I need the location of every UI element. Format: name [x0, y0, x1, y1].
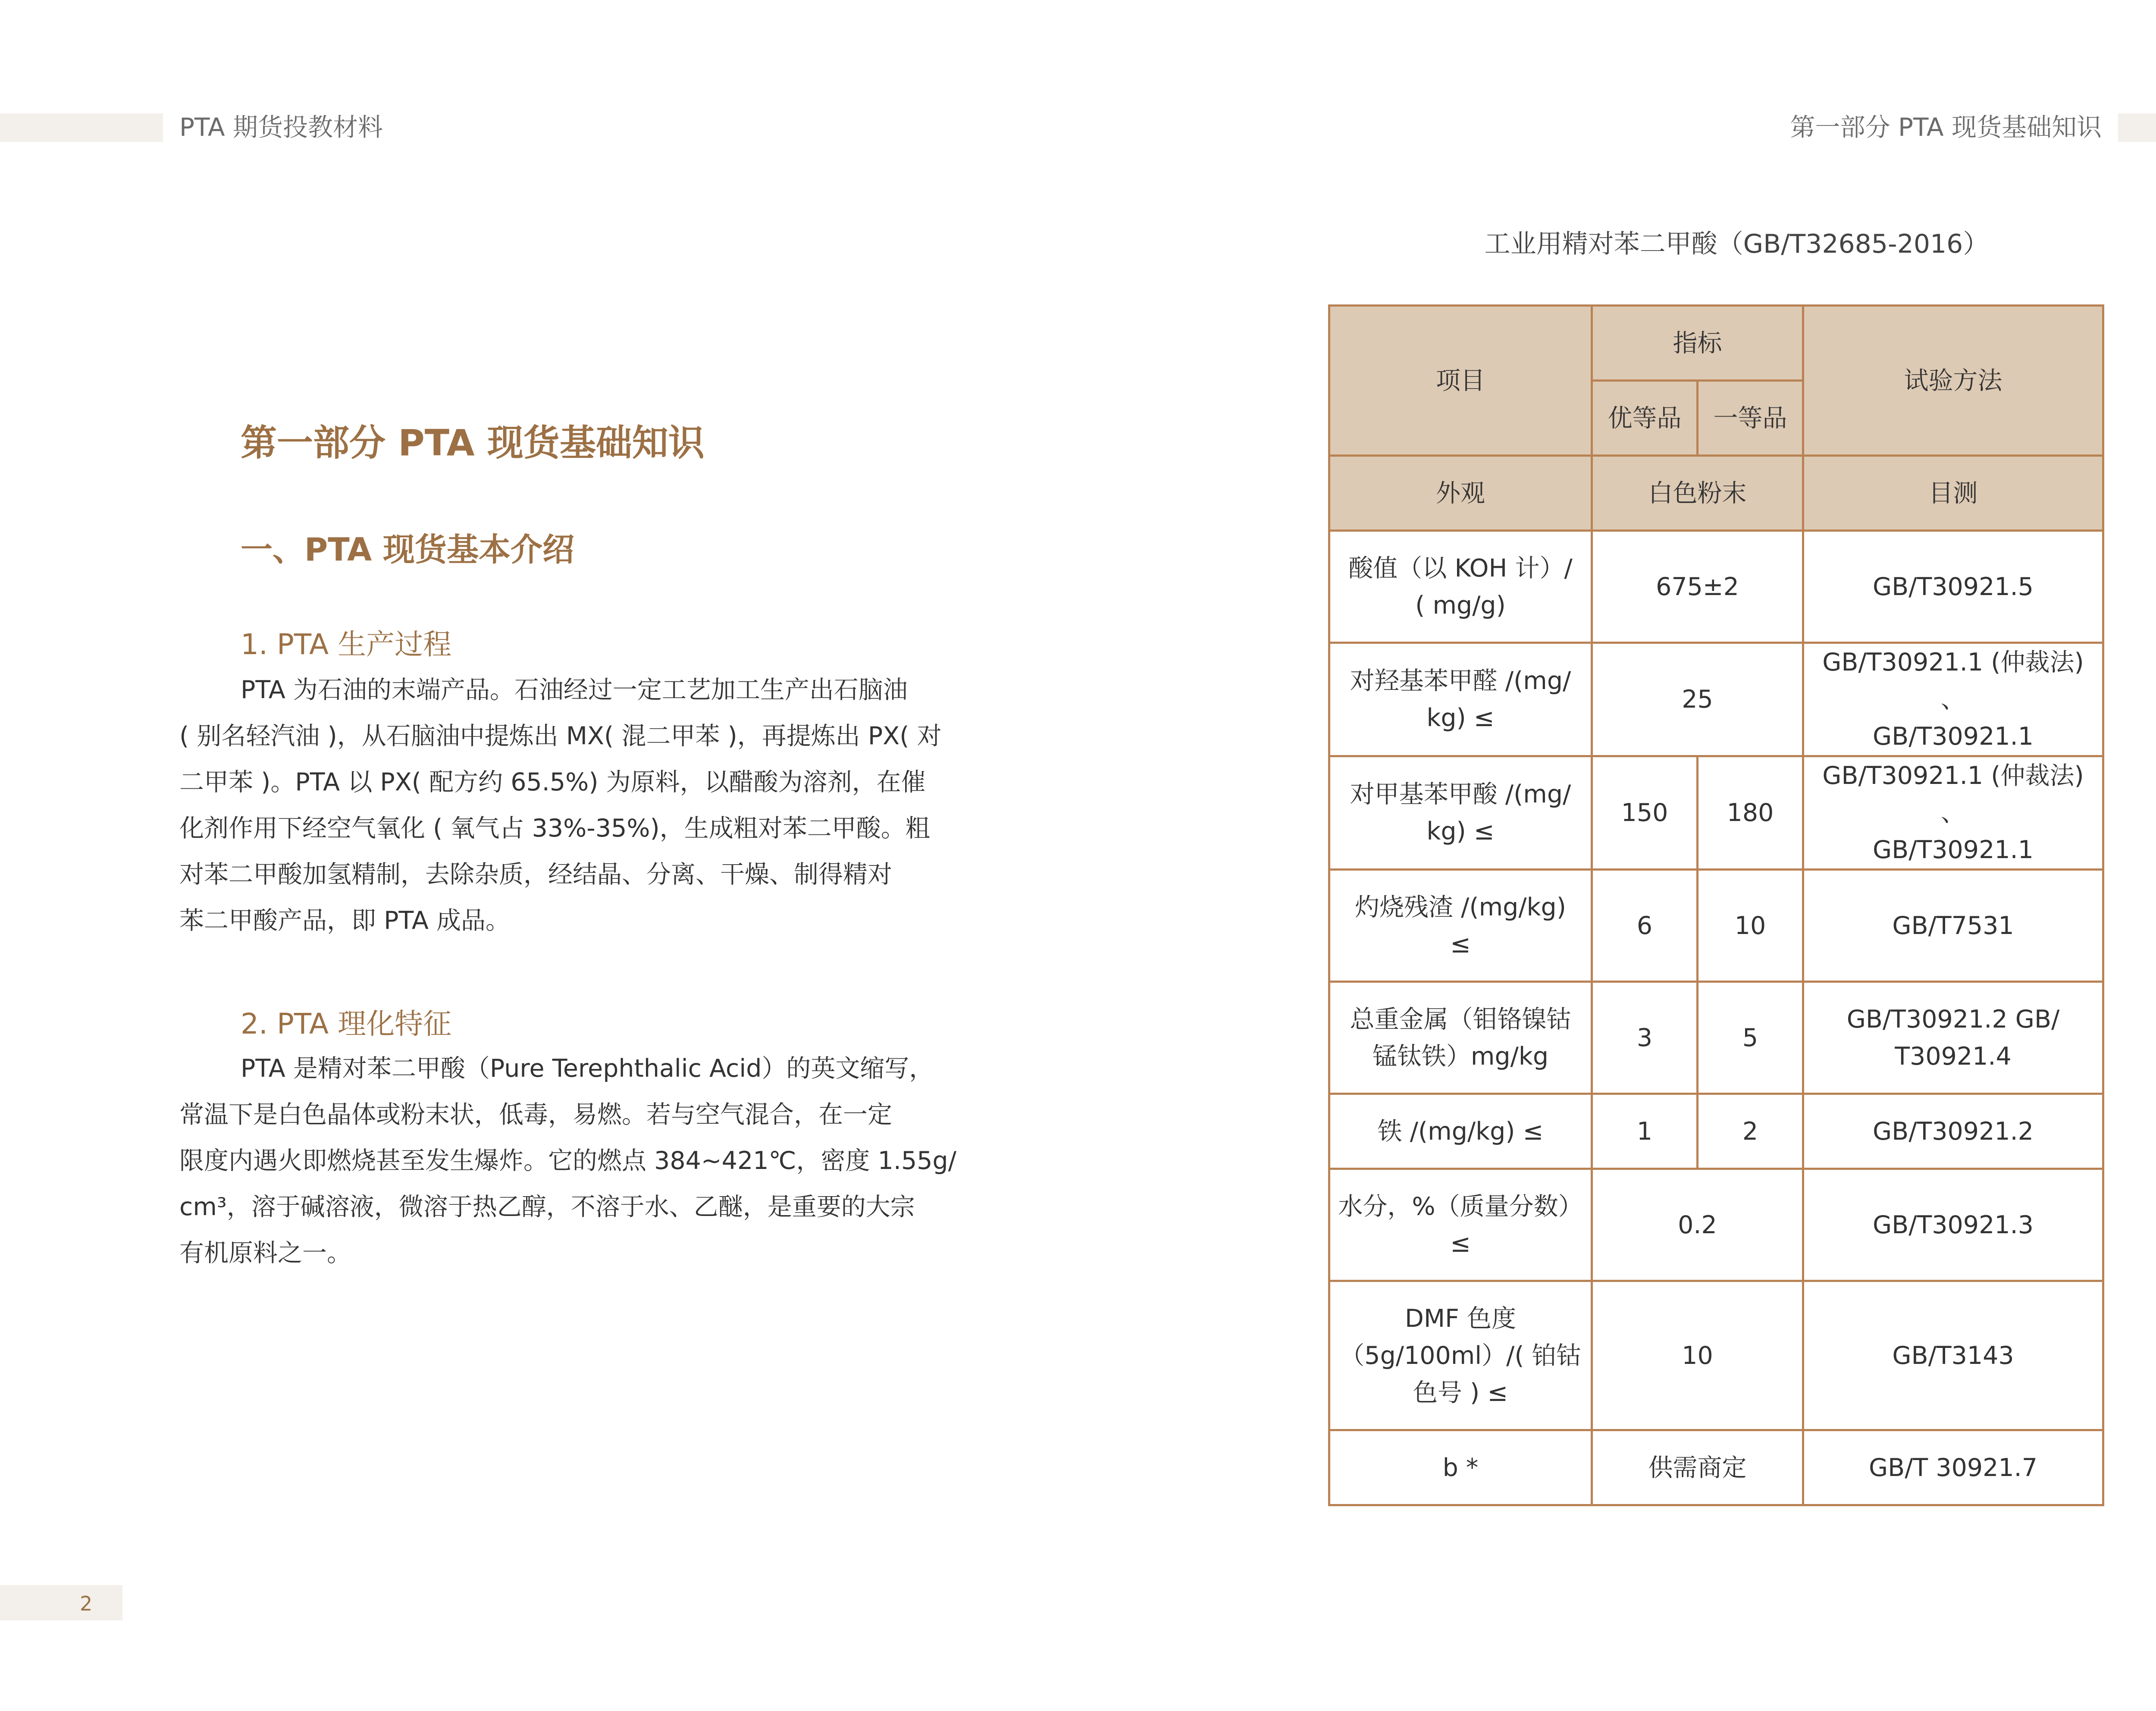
- cell-item-line: ( mg/g): [1415, 591, 1506, 620]
- paragraph-line: PTA 是精对苯二甲酸（Pure Terephthalic Acid）的英文缩写，: [241, 1054, 934, 1083]
- header-grade-first: 一等品: [1698, 381, 1803, 456]
- cell-value-merged: [1592, 1169, 1803, 1281]
- paragraph-line: 化剂作用下经空气氧化 ( 氧气占 33%-35%)，生成粗对苯二甲酸。粗: [179, 814, 930, 843]
- cell-value-superior-line: 150: [1621, 799, 1668, 827]
- cell-value-merged-line: 25: [1682, 685, 1713, 714]
- cell-method-line: GB/T30921.1 (仲裁法) 、: [1822, 648, 2084, 714]
- cell-value-merged-line: 0.2: [1678, 1210, 1717, 1239]
- cell-item-line: 铁 /(mg/kg) ≤: [1377, 1117, 1544, 1146]
- cell-item: [1329, 1094, 1592, 1169]
- cell-value-superior: [1592, 1094, 1698, 1169]
- cell-item-line: 灼烧残渣 /(mg/kg): [1355, 893, 1566, 921]
- section-title: 一、PTA 现货基本介绍: [241, 531, 574, 568]
- cell-method-line: GB/T7531: [1892, 911, 2014, 940]
- header-band-right: [2118, 113, 2156, 142]
- header-grade-superior: 优等品: [1592, 381, 1698, 456]
- cell-method-line: T30921.4: [1895, 1042, 2012, 1071]
- table-row: [1329, 870, 2103, 982]
- table-row: [1329, 1430, 2103, 1505]
- paragraph-line: PTA 为石油的末端产品。石油经过一定工艺加工生产出石脑油: [241, 676, 908, 704]
- cell-method: [1803, 1430, 2103, 1505]
- cell-value-first-line: 2: [1742, 1117, 1758, 1146]
- cell-value-merged: [1592, 1430, 1803, 1505]
- cell-item-line: 对羟基苯甲醛 /(mg/: [1350, 667, 1571, 695]
- appearance-item: 外观: [1329, 456, 1592, 531]
- spec-table: [1328, 304, 2104, 1506]
- cell-item-line: 酸值（以 KOH 计）/: [1348, 554, 1573, 583]
- cell-value-merged: [1592, 531, 1803, 643]
- cell-item-line: ≤: [1450, 1229, 1471, 1258]
- cell-value-first: [1698, 756, 1803, 870]
- paragraph-line: ( 别名轻汽油 )，从石脑油中提炼出 MX( 混二甲苯 )，再提炼出 PX( 对: [179, 722, 942, 750]
- cell-item: [1329, 756, 1592, 870]
- cell-method-line: GB/T30921.3: [1872, 1210, 2034, 1239]
- cell-value-first-line: 10: [1734, 911, 1766, 940]
- cell-value-first-line: 5: [1742, 1023, 1758, 1052]
- cell-method: [1803, 982, 2103, 1094]
- paragraph-line: 有机原料之一。: [179, 1239, 351, 1267]
- cell-item: [1329, 982, 1592, 1094]
- footer-band-left: [0, 1585, 122, 1620]
- cell-method-line: GB/T3143: [1892, 1341, 2014, 1370]
- cell-value-merged: [1592, 643, 1803, 756]
- cell-value-merged: [1592, 1281, 1803, 1430]
- table-row: [1329, 1169, 2103, 1281]
- header-band-left: [0, 113, 163, 142]
- paragraph-line: 常温下是白色晶体或粉末状，低毒，易燃。若与空气混合，在一定: [179, 1100, 892, 1129]
- cell-method: [1803, 531, 2103, 643]
- paragraph-properties: [179, 1046, 956, 1276]
- appearance-value: 白色粉末: [1592, 456, 1803, 531]
- cell-item-line: kg) ≤: [1426, 704, 1495, 732]
- paragraph-production: [179, 667, 956, 944]
- cell-value-merged-line: 675±2: [1656, 572, 1739, 601]
- cell-item-line: ≤: [1450, 930, 1471, 959]
- header-item: 项目: [1329, 306, 1592, 456]
- header-indicator: 指标: [1592, 306, 1803, 381]
- cell-item-line: kg) ≤: [1426, 817, 1495, 846]
- header-right-title: 第一部分 PTA 现货基础知识: [1790, 113, 2102, 142]
- cell-value-superior: [1592, 756, 1698, 870]
- cell-value-superior: [1592, 870, 1698, 982]
- cell-value-first-line: 180: [1727, 799, 1774, 827]
- cell-method: [1803, 643, 2103, 756]
- cell-item: [1329, 870, 1592, 982]
- table-row: [1329, 643, 2103, 756]
- cell-item: [1329, 643, 1592, 756]
- paragraph-line: 二甲苯 )。PTA 以 PX( 配方约 65.5%) 为原料，以醋酸为溶剂，在催: [179, 768, 926, 796]
- cell-method-line: GB/T30921.1: [1872, 722, 2034, 751]
- appearance-method: 目测: [1803, 456, 2103, 531]
- cell-item-line: （5g/100ml）/( 铂钴: [1340, 1341, 1581, 1370]
- paragraph-line: 苯二甲酸产品，即 PTA 成品。: [179, 906, 510, 935]
- part-title: 第一部分 PTA 现货基础知识: [241, 422, 705, 464]
- table-row: [1329, 531, 2103, 643]
- table-row: [1329, 1094, 2103, 1169]
- paragraph-line: 限度内遇火即燃烧甚至发生爆炸。它的燃点 384~421℃，密度 1.55g/: [179, 1147, 956, 1175]
- cell-method: [1803, 1169, 2103, 1281]
- cell-method: [1803, 1281, 2103, 1430]
- cell-method-line: GB/T30921.2: [1872, 1117, 2034, 1146]
- cell-method-line: GB/T30921.2 GB/: [1846, 1005, 2060, 1034]
- cell-item-line: 锰钛铁）mg/kg: [1372, 1042, 1549, 1071]
- cell-value-first: [1698, 982, 1803, 1094]
- subsection-title-properties: 2. PTA 理化特征: [241, 1007, 452, 1040]
- page-number-left: 2: [80, 1592, 93, 1615]
- paragraph-line: 对苯二甲酸加氢精制，去除杂质，经结晶、分离、干燥、制得精对: [179, 860, 892, 889]
- table-row: [1329, 982, 2103, 1094]
- cell-method-line: GB/T30921.1 (仲裁法) 、: [1822, 761, 2084, 827]
- table-row-appearance: [1329, 456, 2103, 531]
- cell-item-line: b *: [1442, 1453, 1479, 1482]
- table-row: [1329, 756, 2103, 870]
- cell-method: [1803, 756, 2103, 870]
- cell-value-first: [1698, 870, 1803, 982]
- cell-item-line: 色号 ) ≤: [1413, 1378, 1508, 1407]
- cell-method-line: GB/T30921.1: [1872, 836, 2034, 864]
- cell-item-line: DMF 色度: [1405, 1304, 1516, 1333]
- header-left-title: PTA 期货投教材料: [179, 113, 383, 142]
- table-row: [1329, 1281, 2103, 1430]
- cell-method-line: GB/T 30921.7: [1868, 1453, 2038, 1482]
- cell-item: [1329, 1169, 1592, 1281]
- cell-value-merged-line: 供需商定: [1648, 1453, 1747, 1482]
- paragraph-line: cm³，溶于碱溶液，微溶于热乙醇，不溶于水、乙醚，是重要的大宗: [179, 1193, 915, 1221]
- cell-item: [1329, 1430, 1592, 1505]
- cell-item-line: 水分，%（质量分数）: [1338, 1192, 1583, 1221]
- cell-item: [1329, 1281, 1592, 1430]
- cell-method: [1803, 870, 2103, 982]
- table-header-row: [1329, 306, 2103, 381]
- cell-value-superior-line: 1: [1636, 1117, 1653, 1146]
- cell-value-first: [1698, 1094, 1803, 1169]
- cell-method: [1803, 1094, 2103, 1169]
- header-method: 试验方法: [1803, 306, 2103, 456]
- cell-value-superior: [1592, 982, 1698, 1094]
- cell-item-line: 对甲基苯甲酸 /(mg/: [1350, 780, 1571, 808]
- cell-value-superior-line: 3: [1636, 1023, 1653, 1052]
- cell-item: [1329, 531, 1592, 643]
- table-caption: 工业用精对苯二甲酸（GB/T32685-2016）: [1484, 229, 1989, 259]
- cell-method-line: GB/T30921.5: [1872, 572, 2034, 601]
- cell-value-superior-line: 6: [1636, 911, 1653, 940]
- subsection-title-production: 1. PTA 生产过程: [241, 628, 452, 661]
- cell-item-line: 总重金属（钼铬镍钴: [1350, 1005, 1571, 1034]
- cell-value-merged-line: 10: [1682, 1341, 1713, 1370]
